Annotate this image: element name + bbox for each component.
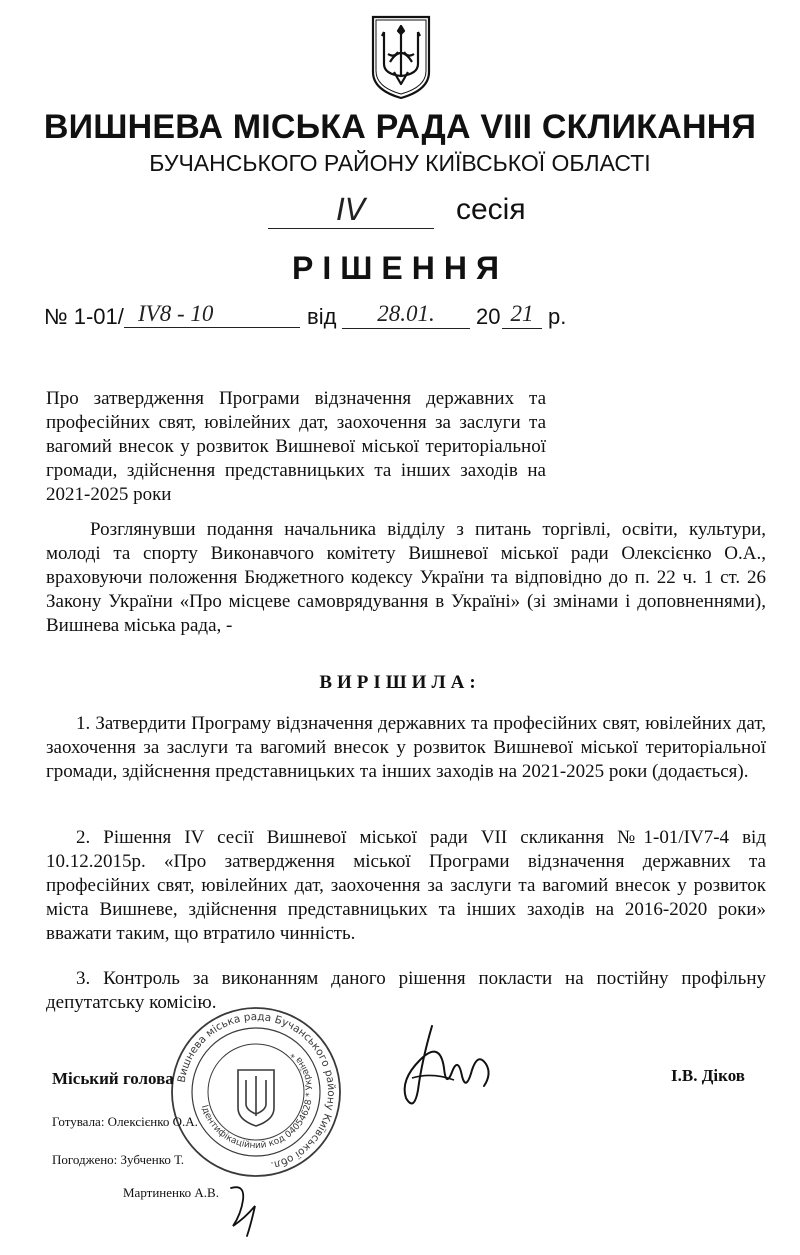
mayor-signature-icon bbox=[392, 1020, 502, 1120]
decision-title: РІШЕННЯ bbox=[292, 250, 508, 286]
prepared-by: Готувала: Олексієнко О.А. bbox=[52, 1114, 198, 1129]
year-handwritten: 21 bbox=[502, 300, 542, 329]
stamp-outer-text: Вишнева міська рада Бучанського району Київської обл. bbox=[175, 1010, 338, 1172]
decision-number-value: IV8 - 10 bbox=[124, 300, 300, 328]
session-label: сесія bbox=[456, 193, 526, 226]
decision-subject: Про затвердження Програми відзначення державних та професійних свят, ювілейних дат, заохочення за заслуги та вагомий внесок у розвиток Вишневої міської територіальної громади, здійснення представницьких та інших заходів на 2021-2025 роки bbox=[46, 388, 546, 505]
resolution-item-2: 2. Рішення IV сесії Вишневої міської ради VII скликання №1-01/IV7-4 від 10.12.2015р. «Про затвердження міської Програми відзначення державних та професійних свят, ювілейних дат, заохочення за заслуги та вагомий внесок у розвиток міста Вишневе, здійснення представницьких та інших заходів на 2016-2020 роки» вважати таким, що втратило чинність. bbox=[46, 827, 766, 944]
resolution-item-3: 3. Контроль за виконанням даного рішення покласти на постійну профільну депутатську комісію. bbox=[46, 968, 766, 1013]
second-approver: Мартиненко А.В. bbox=[123, 1185, 219, 1200]
year-prefix: 20 bbox=[476, 304, 501, 329]
decision-number-prefix: № 1-01/ bbox=[44, 304, 124, 329]
resolution-item-1: 1. Затвердити Програму відзначення державних та професійних свят, ювілейних дат, заохочення за заслуги та вагомий внесок у розвиток Вишневої міської територіальної громади, здійснення представницьких та інших заходів на 2021-2025 роки (додається). bbox=[46, 713, 766, 782]
official-seal-icon bbox=[168, 1004, 344, 1180]
session-number: IV bbox=[268, 194, 434, 229]
mayor-name: І.В. Діков bbox=[671, 1066, 745, 1085]
trident-emblem-icon bbox=[370, 14, 432, 100]
svg-text:Ідентифікаційний код 04054628 bbox=[199, 1049, 315, 1151]
year-suffix: р. bbox=[548, 304, 567, 329]
decision-preamble: Розглянувши подання начальника відділу з питань торгівлі, освіти, культури, молоді та спорту Виконавчого комітету Вишневої міської ради Олексієнко О.А., враховуючи положення Бюджетного кодексу України та відповідно до п. 22 ч. 1 ст. 26 Закону України «Про місцеве самоврядування в Україні» (зі змінами і доповненнями), Вишнева міська рада, - bbox=[46, 519, 766, 636]
mayor-title: Міський голова bbox=[52, 1069, 174, 1088]
date-label: від bbox=[307, 304, 337, 329]
decision-date-value: 28.01. bbox=[342, 300, 470, 329]
council-subtitle: БУЧАНСЬКОГО РАЙОНУ КИЇВСЬКОЇ ОБЛАСТІ bbox=[149, 150, 651, 176]
council-title: ВИШНЕВА МІСЬКА РАДА VIII СКЛИКАННЯ bbox=[43, 108, 757, 146]
approver-initials-icon bbox=[225, 1180, 265, 1240]
resolved-heading: ВИРІШИЛА: bbox=[319, 672, 481, 693]
stamp-inner-text: Ідентифікаційний код 04054628 * Україна * bbox=[198, 1049, 316, 1152]
agreed-by: Погоджено: Зубченко Т. bbox=[52, 1152, 185, 1167]
